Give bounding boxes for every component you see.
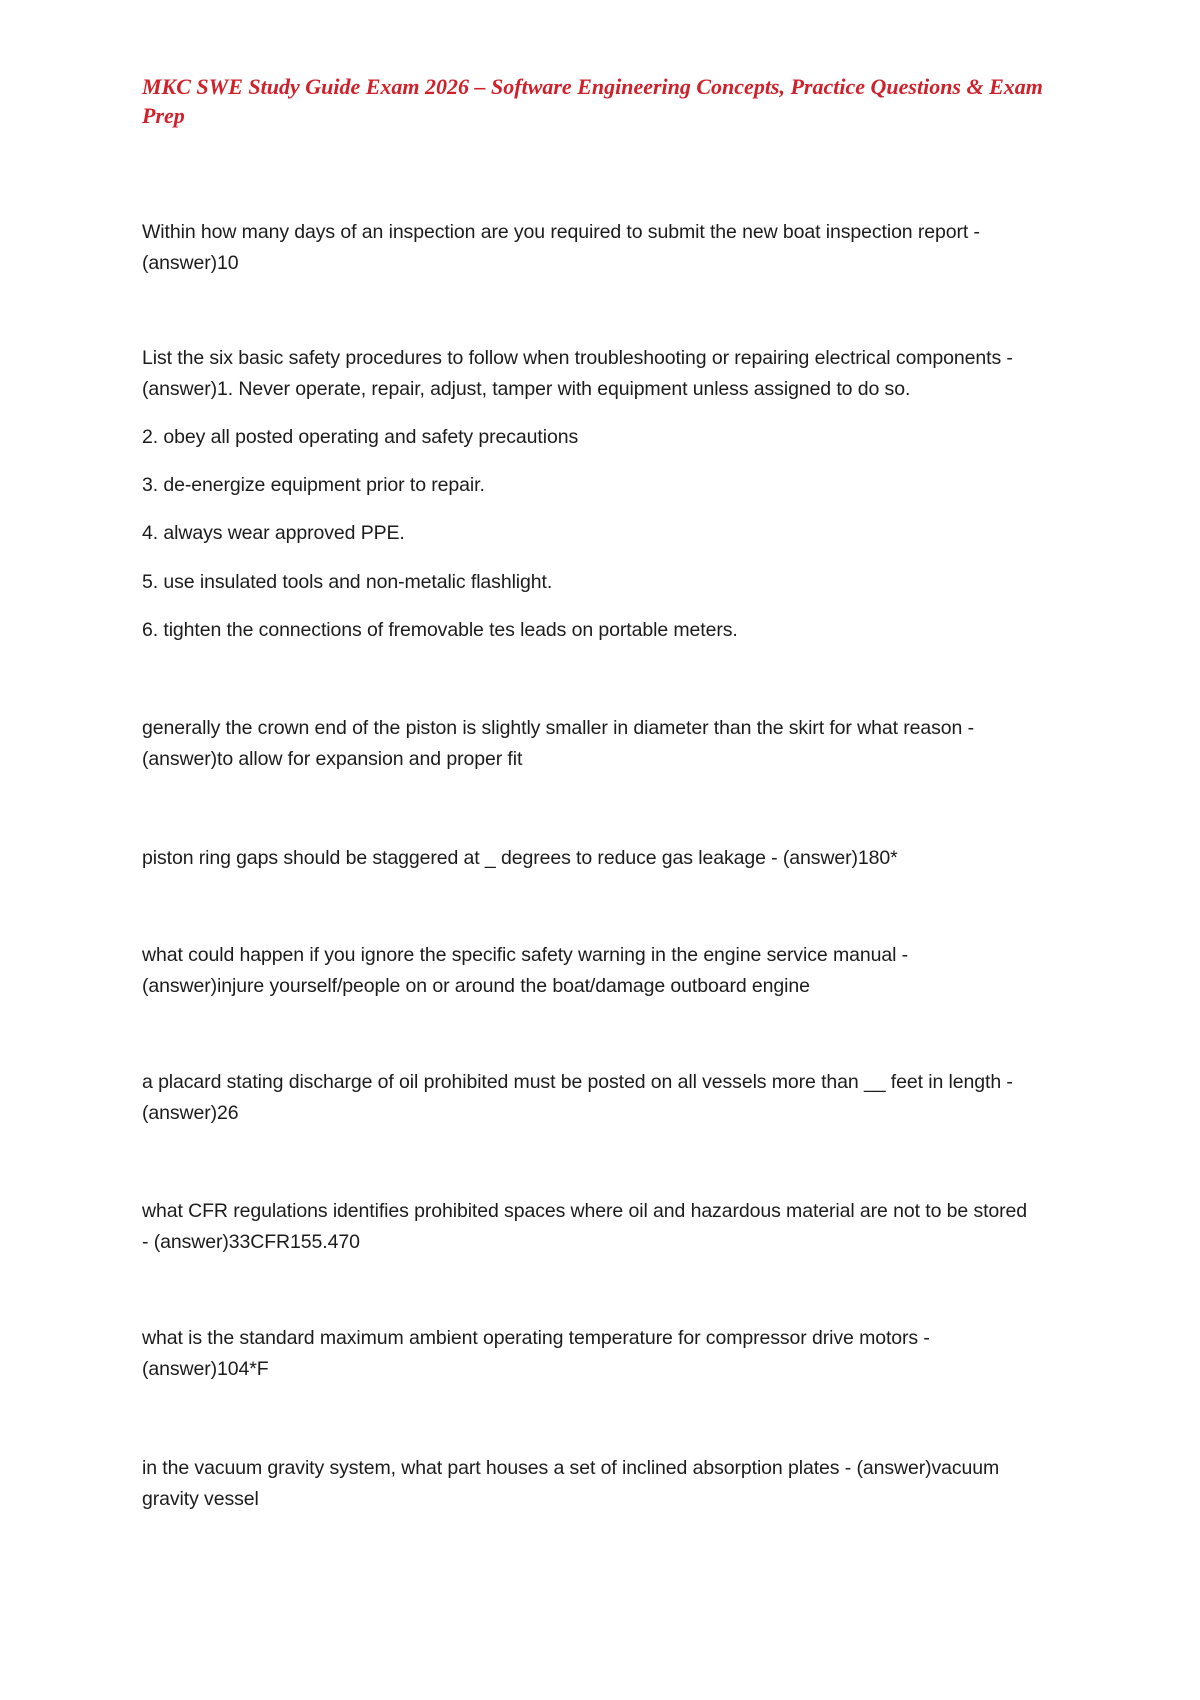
answer-text: (answer)26 bbox=[142, 1102, 239, 1124]
qa-item-8 bbox=[142, 1323, 1072, 1385]
question-text: List the six basic safety procedures to follow when troubleshooting or repairing electrical components - bbox=[142, 347, 1013, 369]
question-text: what is the standard maximum ambient operating temperature for compressor drive motors - bbox=[142, 1327, 930, 1349]
question-text: piston ring gaps should be staggered at _ degrees to reduce gas leakage - (answer)180* bbox=[142, 847, 898, 869]
answer-text: (answer)1. Never operate, repair, adjust, tamper with equipment unless assigned to do so. bbox=[142, 378, 911, 400]
question-text: a placard stating discharge of oil prohibited must be posted on all vessels more than __ feet in length - bbox=[142, 1071, 1013, 1093]
document-title: MKC SWE Study Guide Exam 2026 – Software Engineering Concepts, Practice Questions & Exam Prep bbox=[142, 74, 1043, 128]
answer-step-3: 3. de-energize equipment prior to repair. bbox=[142, 474, 485, 496]
question-text: in the vacuum gravity system, what part houses a set of inclined absorption plates - (answer)vacuum bbox=[142, 1457, 1000, 1479]
qa-item-4 bbox=[142, 843, 1072, 874]
answer-text: (answer)10 bbox=[142, 252, 239, 274]
answer-text: (answer)injure yourself/people on or around the boat/damage outboard engine bbox=[142, 975, 810, 997]
answer-step-2: 2. obey all posted operating and safety precautions bbox=[142, 426, 579, 448]
question-text: what CFR regulations identifies prohibited spaces where oil and hazardous material are not to be stored bbox=[142, 1200, 1028, 1222]
qa-item-6 bbox=[142, 1067, 1072, 1129]
question-text: what could happen if you ignore the specific safety warning in the engine service manual - bbox=[142, 944, 909, 966]
qa-item-9 bbox=[142, 1453, 1072, 1515]
answer-text: - (answer)33CFR155.470 bbox=[142, 1231, 360, 1253]
answer-step-4: 4. always wear approved PPE. bbox=[142, 522, 405, 544]
answer-step-5: 5. use insulated tools and non-metalic flashlight. bbox=[142, 571, 553, 593]
qa-item-1 bbox=[142, 217, 1072, 279]
answer-step-6: 6. tighten the connections of fremovable tes leads on portable meters. bbox=[142, 619, 738, 641]
qa-item-2 bbox=[142, 343, 1072, 405]
qa-item-5 bbox=[142, 940, 1072, 1002]
qa-item-3 bbox=[142, 713, 1072, 775]
qa-item-7 bbox=[142, 1196, 1072, 1258]
question-text: Within how many days of an inspection are you required to submit the new boat inspection report - bbox=[142, 221, 980, 243]
answer-text: (answer)104*F bbox=[142, 1358, 269, 1380]
answer-text: (answer)to allow for expansion and proper fit bbox=[142, 748, 523, 770]
answer-text: gravity vessel bbox=[142, 1488, 259, 1510]
question-text: generally the crown end of the piston is slightly smaller in diameter than the skirt for what reason - bbox=[142, 717, 974, 739]
